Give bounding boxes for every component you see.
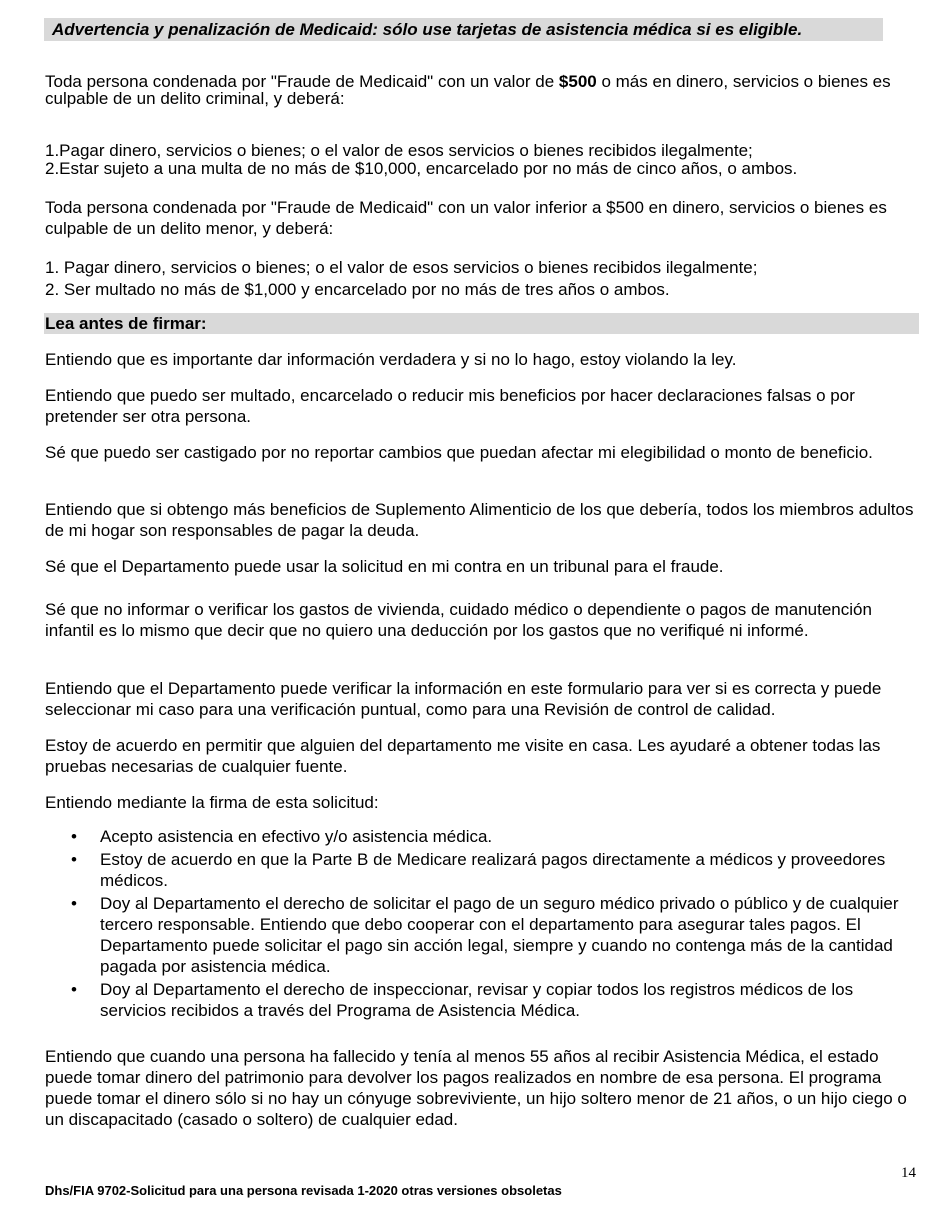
statement <box>45 599 920 641</box>
statement <box>45 349 920 370</box>
consent-bullet-list <box>45 826 920 1023</box>
list-item <box>45 979 920 1021</box>
statement <box>45 792 920 813</box>
felony-intro-post: o más en dinero, servicios o bienes es culpable de un delito criminal, y deberá: <box>45 72 891 108</box>
statement-text: Entiendo que es importante dar información verdadera y si no lo hago, estoy violando la ley. <box>45 350 737 369</box>
statement <box>45 385 920 427</box>
statement-text: Sé que el Departamento puede usar la solicitud en mi contra en un tribunal para el fraude. <box>45 557 724 576</box>
bullet-icon: • <box>71 980 77 999</box>
bullet-text: Doy al Departamento el derecho de solicitar el pago de un seguro médico privado o público y de cualquier tercero responsable. Entiendo que debo cooperar con el departamento para asegurar tales pagos. El Departamento puede solicitar el pago sin acción legal, siempre y cuando no contenga más de la cantidad pagada por asistencia médica. <box>100 894 899 976</box>
form-footer: Dhs/FIA 9702-Solicitud para una persona revisada 1-2020 otras versiones obsoletas <box>45 1183 562 1198</box>
misdemeanor-intro <box>45 197 920 239</box>
warning-title: Advertencia y penalización de Medicaid: sólo use tarjetas de asistencia médica si es eligible. <box>44 18 883 41</box>
estate-recovery-paragraph <box>45 1046 920 1130</box>
statement-text: Entiendo que el Departamento puede verificar la información en este formulario para ver si es correcta y puede seleccionar mi caso para una verificación puntual, como para una Revisión de control de calidad. <box>45 679 882 719</box>
list-item <box>45 893 920 977</box>
statement <box>45 499 920 541</box>
statement <box>45 442 920 463</box>
felony-amount: $500 <box>558 72 597 91</box>
section-heading-read-before-signing: Lea antes de firmar: <box>44 313 919 334</box>
bullet-icon: • <box>71 850 77 869</box>
bullet-text: Doy al Departamento el derecho de inspeccionar, revisar y copiar todos los registros médicos de los servicios recibidos a través del Programa de Asistencia Médica. <box>100 980 854 1020</box>
felony-intro-pre: Toda persona condenada por "Fraude de Medicaid" con un valor de <box>45 72 559 91</box>
bullet-icon: • <box>71 894 77 913</box>
list-item <box>45 849 920 891</box>
statement <box>45 556 920 577</box>
statement-text: Estoy de acuerdo en permitir que alguien del departamento me visite en casa. Les ayudaré a obtener todas las pruebas necesarias de cualquier fuente. <box>45 736 881 776</box>
statement-text: Entiendo que puedo ser multado, encarcelado o reducir mis beneficios por hacer declaraciones falsas o por pretender ser otra persona. <box>45 386 855 426</box>
statement-text: Sé que no informar o verificar los gastos de vivienda, cuidado médico o dependiente o pagos de manutención infantil es lo mismo que decir que no quiero una deducción por los gastos que no verifiqué ni informé. <box>45 600 872 640</box>
statement-text: Entiendo mediante la firma de esta solicitud: <box>45 793 379 812</box>
felony-list <box>45 142 920 178</box>
bullet-icon: • <box>71 827 77 846</box>
felony-item: 1.Pagar dinero, servicios o bienes; o el valor de esos servicios o bienes recibidos ilegalmente; <box>45 141 753 160</box>
misdemeanor-intro-text: Toda persona condenada por "Fraude de Medicaid" con un valor inferior a $500 en dinero, servicios o bienes es culpable de un delito menor, y deberá: <box>45 198 887 238</box>
estate-recovery-text: Entiendo que cuando una persona ha fallecido y tenía al menos 55 años al recibir Asistencia Médica, el estado puede tomar dinero del patrimonio para devolver los pagos realizados en nombre de esa persona. El programa puede tomar el dinero sólo si no hay un cónyuge sobreviviente, un hijo soltero menor de 21 años, o un hijo ciego o un discapacitado (casado o soltero) de cualquier edad. <box>45 1047 907 1129</box>
misdemeanor-item: 1. Pagar dinero, servicios o bienes; o el valor de esos servicios o bienes recibidos ilegalmente; <box>45 258 758 277</box>
felony-intro <box>45 73 920 107</box>
misdemeanor-item: 2. Ser multado no más de $1,000 y encarcelado por no más de tres años o ambos. <box>45 280 670 299</box>
bullet-text: Estoy de acuerdo en que la Parte B de Medicare realizará pagos directamente a médicos y proveedores médicos. <box>100 850 886 890</box>
statement <box>45 678 920 720</box>
list-item <box>45 826 920 847</box>
page-number: 14 <box>901 1165 916 1181</box>
statement-text: Entiendo que si obtengo más beneficios de Suplemento Alimenticio de los que debería, todos los miembros adultos de mi hogar son responsables de pagar la deuda. <box>45 500 914 540</box>
statement <box>45 735 920 777</box>
statement-text: Sé que puedo ser castigado por no reportar cambios que puedan afectar mi elegibilidad o monto de beneficio. <box>45 443 873 462</box>
bullet-text: Acepto asistencia en efectivo y/o asistencia médica. <box>100 827 493 846</box>
felony-item: 2.Estar sujeto a una multa de no más de $10,000, encarcelado por no más de cinco años, o ambos. <box>45 159 798 178</box>
misdemeanor-list <box>45 257 920 301</box>
